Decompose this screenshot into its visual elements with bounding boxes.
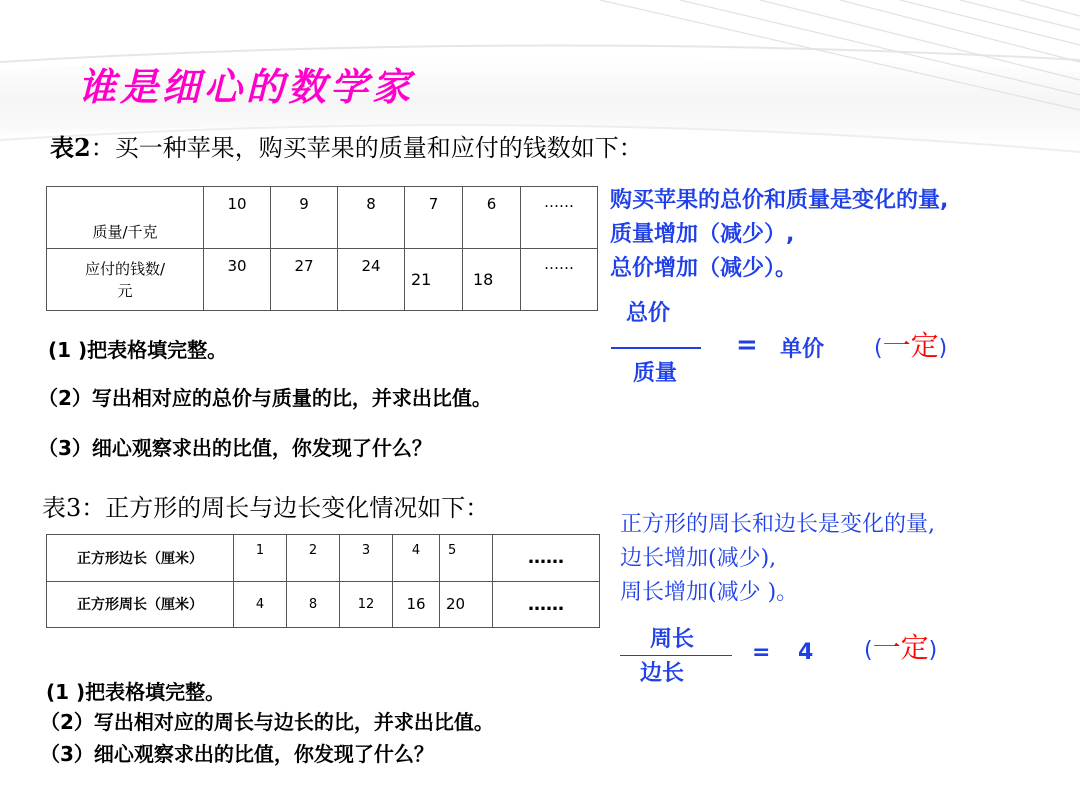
table3-cell: 4	[393, 535, 440, 582]
table2-row2-label-line1: 应付的钱数/	[84, 259, 166, 278]
table2-row-mass	[47, 187, 598, 249]
formula2-result: 单价	[780, 337, 825, 362]
formula3-constant: 一定	[872, 631, 929, 664]
table3-note-line1: 正方形的周长和边长是变化的量,	[620, 512, 935, 537]
table2-cell: 30	[204, 249, 271, 311]
formula2-fraction-bar	[611, 347, 701, 349]
table2-cell: ……	[521, 249, 598, 311]
table3-cell: 1	[234, 535, 287, 582]
table2-row1-label: 质量/千克	[47, 187, 204, 249]
formula3-equals: =	[752, 640, 771, 665]
table3-row2-label: 正方形周长（厘米）	[47, 581, 234, 628]
table3-cell: 3	[340, 535, 393, 582]
table2-cell: 24	[338, 249, 405, 311]
table3-question-1: (1 )把表格填完整。	[46, 680, 226, 704]
table2-heading-prefix: 表2	[50, 133, 91, 162]
table2-note-line1: 购买苹果的总价和质量是变化的量,	[610, 188, 949, 213]
table2-question-2: （2）写出相对应的总价与质量的比，并求出比值。	[38, 386, 492, 410]
table2-question-3: （3）细心观察求出的比值，你发现了什么？	[38, 436, 432, 460]
table2-heading	[50, 128, 643, 163]
table2-note-line3: 总价增加（减少）。	[610, 256, 798, 281]
formula3-numerator: 周长	[650, 627, 695, 652]
table2-cell: 8	[338, 187, 405, 249]
table2-row2-label-line2: 元	[117, 281, 133, 300]
table3-heading: 表3：正方形的周长与边长变化情况如下：	[42, 494, 490, 522]
table2-row2-label	[47, 249, 204, 311]
formula2-paren-open: (	[874, 336, 883, 361]
table3-cell: 20	[440, 581, 493, 628]
table2-note-line2: 质量增加（减少）,	[610, 222, 795, 247]
table2-cell: 6	[463, 187, 521, 249]
table3-note	[620, 508, 935, 610]
table2-note	[610, 184, 948, 286]
table3-question-3: （3）细心观察求出的比值，你发现了什么？	[40, 742, 434, 766]
table2-cell: 27	[271, 249, 338, 311]
table2-cell: 9	[271, 187, 338, 249]
formula3-denominator: 边长	[640, 661, 685, 686]
table2-question-1: (1 )把表格填完整。	[48, 338, 228, 362]
formula2-constant: 一定	[882, 329, 939, 362]
table2-cell: 7	[405, 187, 463, 249]
table2-heading-text: ：买一种苹果，购买苹果的质量和应付的钱数如下：	[90, 134, 643, 162]
table3-cell: ……	[493, 581, 600, 628]
table3-question-2: （2）写出相对应的周长与边长的比，并求出比值。	[40, 710, 494, 734]
formula2-numerator: 总价	[626, 301, 671, 326]
table3-cell: 5	[440, 535, 493, 582]
table3-note-line2: 边长增加(减少),	[620, 546, 777, 571]
table3-row-perimeter	[47, 581, 600, 628]
table3-cell: 4	[234, 581, 287, 628]
table2	[46, 186, 598, 311]
formula2-denominator: 质量	[633, 361, 678, 386]
table3-note-line3: 周长增加(减少 )。	[620, 580, 799, 605]
formula2-paren-close: )	[938, 336, 948, 361]
table2-cell: 21	[405, 249, 463, 311]
table3-row1-label: 正方形边长（厘米）	[47, 535, 234, 582]
table3-cell: ……	[493, 535, 600, 582]
table2-cell: 10	[204, 187, 271, 249]
table2-cell: ……	[521, 187, 598, 249]
table3	[46, 534, 600, 628]
table2-cell: 18	[463, 249, 521, 311]
formula3-constant-group	[864, 626, 937, 666]
formula2-equals: =	[736, 330, 758, 360]
table3-cell: 16	[393, 581, 440, 628]
table3-cell: 8	[287, 581, 340, 628]
table3-cell: 12	[340, 581, 393, 628]
table3-cell: 2	[287, 535, 340, 582]
table3-row-side	[47, 535, 600, 582]
slide-title: 谁是细心的数学家	[78, 64, 415, 109]
table2-row-cost	[47, 249, 598, 311]
formula3-paren-close: )	[928, 638, 938, 663]
formula3-result: 4	[798, 640, 814, 665]
formula2-constant-group	[874, 324, 947, 364]
formula3-paren-open: (	[864, 638, 873, 663]
